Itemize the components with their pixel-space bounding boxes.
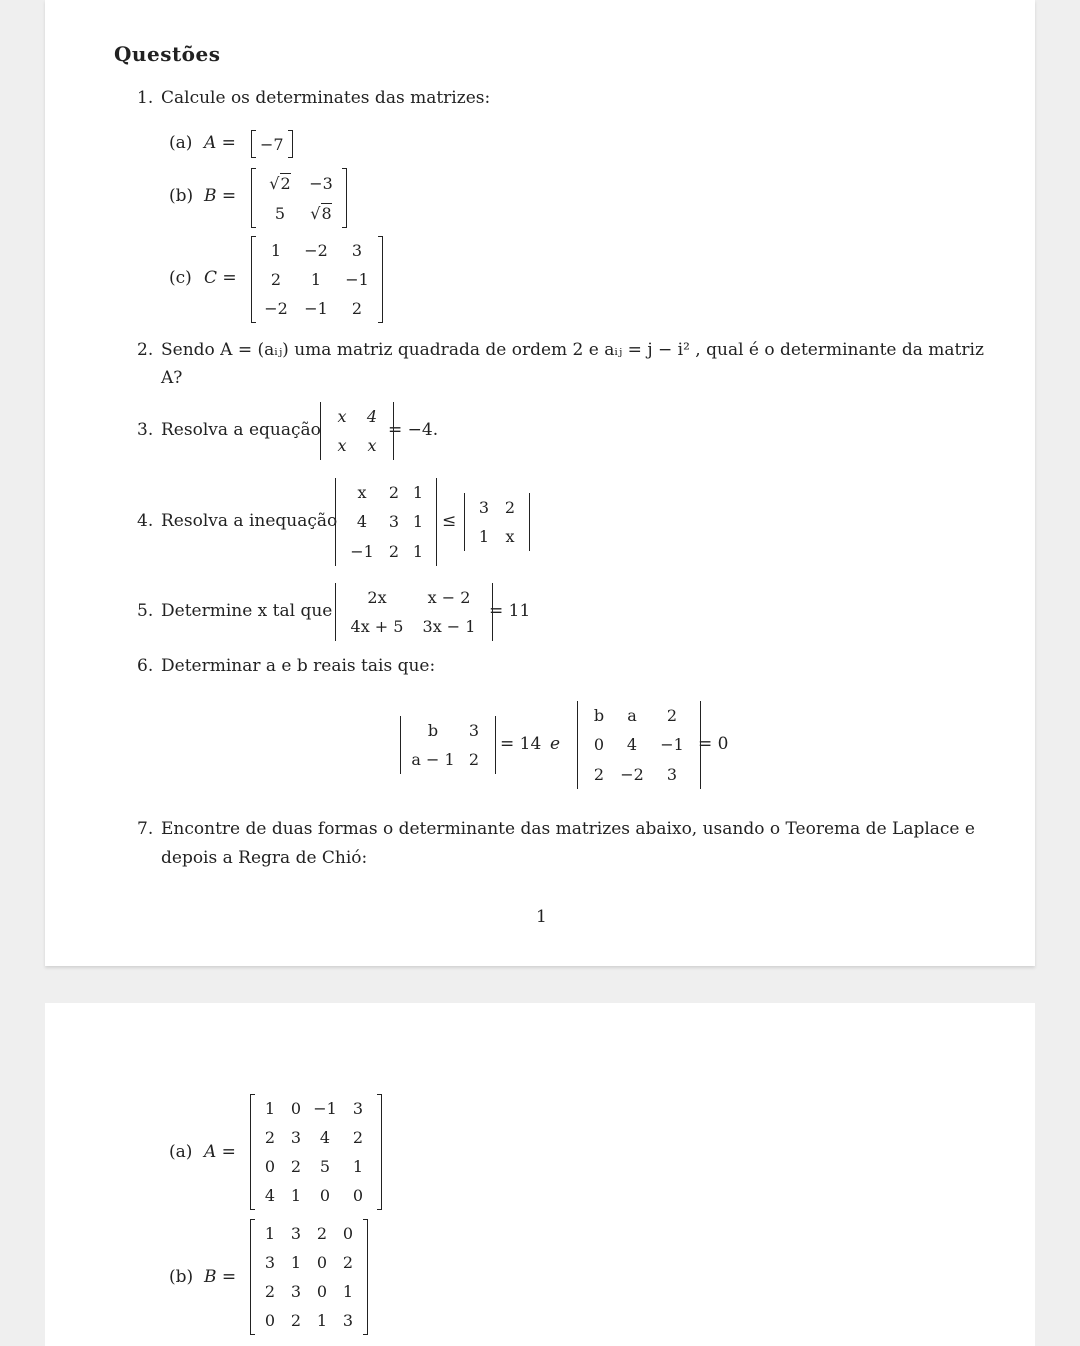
- matrix-cell: 1: [342, 1282, 354, 1301]
- q6-text: Determinar a e b reais tais que:: [161, 656, 436, 676]
- q7a-label: (a): [169, 1142, 193, 1162]
- matrix-cell: 2: [388, 483, 400, 503]
- matrix-cell: 1: [270, 241, 282, 260]
- matrix-cell: 2: [666, 706, 678, 726]
- q4-operator: ≤: [442, 511, 457, 531]
- matrix-cell: 2: [593, 764, 605, 784]
- matrix-cell: 3: [351, 241, 363, 260]
- matrix-cell: √8: [310, 203, 332, 223]
- q7-line2: depois a Regra de Chió:: [161, 848, 368, 868]
- matrix-cell: 1: [290, 1253, 302, 1272]
- q7b-label: (b): [169, 1267, 194, 1287]
- q1a-matrix: [251, 130, 293, 158]
- matrix-cell: 4: [319, 1128, 331, 1147]
- matrix-cell: 0: [290, 1099, 302, 1118]
- q4-text: Resolva a inequação: [161, 511, 338, 531]
- matrix-cell: 1: [412, 483, 424, 503]
- matrix-cell: 0: [342, 1224, 354, 1243]
- q2-line1: Sendo A = (aᵢⱼ) uma matriz quadrada de ordem 2 e aᵢⱼ = j − i² , qual é o determinante da matriz: [161, 340, 984, 360]
- matrix-cell: x: [357, 483, 367, 503]
- matrix-cell: −7: [260, 134, 284, 154]
- matrix-cell: −1: [304, 299, 328, 318]
- q1b-lhs: B =: [204, 186, 237, 206]
- matrix-cell: 1: [310, 270, 322, 289]
- matrix-cell: 3: [290, 1128, 302, 1147]
- q3-rhs: = −4.: [388, 420, 439, 440]
- matrix-cell: 2: [264, 1282, 276, 1301]
- matrix-cell: 2: [264, 1128, 276, 1147]
- matrix-cell: 0: [593, 735, 605, 755]
- q5-rhs: = 11: [489, 601, 531, 621]
- matrix-cell: x − 2: [427, 588, 471, 607]
- matrix-cell: 2: [352, 1128, 364, 1147]
- matrix-cell: 4: [356, 512, 368, 532]
- matrix-cell: 1: [264, 1224, 276, 1243]
- q6-number: 6.: [137, 656, 154, 676]
- q5-determinant: [335, 583, 493, 641]
- q6-conjunction: e: [550, 734, 561, 754]
- matrix-cell: 5: [319, 1157, 331, 1176]
- q1a-lhs: A =: [204, 133, 236, 153]
- matrix-cell: 0: [316, 1253, 328, 1272]
- matrix-cell: 1: [478, 527, 490, 546]
- q4-determinant-right: [464, 493, 530, 551]
- matrix-cell: b: [593, 706, 605, 726]
- matrix-cell: 1: [412, 541, 424, 561]
- matrix-cell: 3: [342, 1311, 354, 1330]
- matrix-cell: 1: [352, 1157, 364, 1176]
- matrix-cell: x: [505, 527, 515, 546]
- matrix-cell: 2x: [367, 588, 387, 607]
- q7a-lhs: A =: [204, 1142, 236, 1162]
- matrix-cell: 3: [290, 1282, 302, 1301]
- q2-line2: A?: [161, 368, 183, 388]
- q7a-matrix: [250, 1094, 382, 1210]
- matrix-cell: a: [627, 706, 637, 726]
- matrix-cell: 1: [264, 1099, 276, 1118]
- matrix-cell: 3: [388, 512, 400, 532]
- matrix-cell: 3: [264, 1253, 276, 1272]
- matrix-cell: 3: [352, 1099, 364, 1118]
- q7-line1: Encontre de duas formas o determinante das matrizes abaixo, usando o Teorema de Laplace e: [161, 819, 975, 839]
- matrix-cell: 0: [316, 1282, 328, 1301]
- q2-number: 2.: [137, 340, 154, 360]
- q1-number: 1.: [137, 88, 154, 108]
- matrix-cell: 0: [264, 1157, 276, 1176]
- q1a-label: (a): [169, 133, 193, 153]
- matrix-cell: 3x − 1: [422, 617, 476, 636]
- matrix-cell: a − 1: [411, 750, 455, 769]
- section-heading: Questões: [114, 42, 221, 66]
- q4-determinant-left: [335, 478, 437, 566]
- matrix-cell: 3: [478, 498, 490, 517]
- q5-number: 5.: [137, 601, 154, 621]
- matrix-cell: 4x + 5: [350, 617, 404, 636]
- matrix-cell: 2: [316, 1224, 328, 1243]
- matrix-cell: 2: [270, 270, 282, 289]
- matrix-cell: −1: [350, 541, 374, 561]
- matrix-cell: 2: [290, 1157, 302, 1176]
- matrix-cell: 3: [666, 764, 678, 784]
- matrix-cell: 4: [264, 1186, 276, 1205]
- q7b-lhs: B =: [204, 1267, 237, 1287]
- matrix-cell: 1: [316, 1311, 328, 1330]
- matrix-cell: 1: [412, 512, 424, 532]
- q6-equals-14: = 14: [500, 734, 542, 754]
- document-page-2: [45, 1003, 1035, 1346]
- matrix-cell: 0: [264, 1311, 276, 1330]
- matrix-cell: 5: [274, 203, 286, 223]
- matrix-cell: x: [337, 407, 347, 426]
- matrix-cell: −2: [620, 764, 644, 784]
- q1c-lhs: C =: [204, 268, 237, 288]
- q1c-label: (c): [169, 268, 192, 288]
- matrix-cell: b: [427, 721, 439, 740]
- q3-number: 3.: [137, 420, 154, 440]
- q1b-matrix: [251, 168, 347, 228]
- matrix-cell: √2: [269, 173, 291, 193]
- matrix-cell: 0: [319, 1186, 331, 1205]
- q3-text: Resolva a equação: [161, 420, 321, 440]
- matrix-cell: −2: [264, 299, 288, 318]
- q5-text: Determine x tal que: [161, 601, 333, 621]
- matrix-cell: 2: [342, 1253, 354, 1272]
- matrix-cell: 2: [468, 750, 480, 769]
- q4-number: 4.: [137, 511, 154, 531]
- matrix-cell: 3: [468, 721, 480, 740]
- matrix-cell: 0: [352, 1186, 364, 1205]
- document-page-1: [45, 0, 1035, 966]
- matrix-cell: 4: [366, 407, 378, 426]
- matrix-cell: 2: [504, 498, 516, 517]
- matrix-cell: 3: [290, 1224, 302, 1243]
- q1b-label: (b): [169, 186, 194, 206]
- matrix-cell: x: [337, 436, 347, 455]
- matrix-cell: −1: [660, 735, 684, 755]
- matrix-cell: 4: [626, 735, 638, 755]
- matrix-cell: 1: [290, 1186, 302, 1205]
- q7b-matrix: [250, 1219, 368, 1335]
- matrix-cell: 2: [351, 299, 363, 318]
- q3-determinant: [320, 402, 394, 460]
- matrix-cell: 2: [388, 541, 400, 561]
- matrix-cell: −1: [313, 1099, 337, 1118]
- q1c-matrix: [251, 236, 383, 323]
- matrix-cell: −3: [309, 173, 333, 193]
- page-number: 1: [536, 907, 547, 927]
- q6-determinant-right: [577, 701, 701, 789]
- q6-rhs: = 0: [698, 734, 729, 754]
- q1-text: Calcule os determinates das matrizes:: [161, 88, 491, 108]
- q7-number: 7.: [137, 819, 154, 839]
- q6-determinant-left: [400, 716, 496, 774]
- matrix-cell: −1: [345, 270, 369, 289]
- matrix-cell: −2: [304, 241, 328, 260]
- matrix-cell: 2: [290, 1311, 302, 1330]
- matrix-cell: x: [367, 436, 377, 455]
